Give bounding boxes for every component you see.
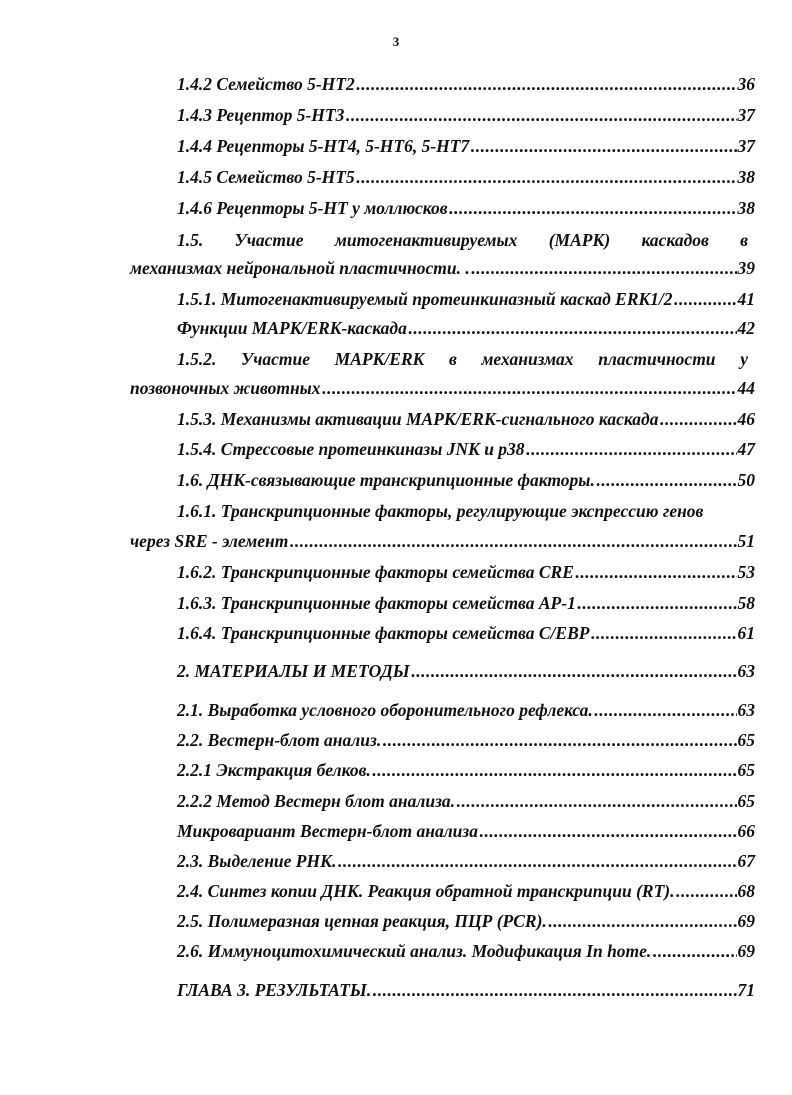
toc-leader [372, 980, 736, 1001]
toc-leader [408, 318, 737, 339]
toc-entry-title: механизмах нейрональной пластичности. . [130, 258, 470, 278]
toc-entry-title: 1.4.4 Рецепторы 5-НТ4, 5-НТ6, 5-НТ7 [177, 136, 470, 156]
toc-word: 1.5.2. [177, 349, 217, 369]
toc-entry-line1 [177, 230, 748, 251]
toc-page: 65 [737, 760, 755, 780]
toc-entry-title: 2.5. Полимеразная цепная реакция, ПЦР (PCR). [177, 911, 547, 931]
toc-leader [660, 409, 737, 430]
toc-entry-title: 1.4.3 Рецептор 5-НТ3 [177, 105, 345, 125]
toc-leader [411, 661, 737, 682]
toc-entry [177, 851, 755, 872]
toc-entry-title: 1.4.6 Рецепторы 5-НТ у моллюсков [177, 198, 448, 218]
toc-entry-title: 1.5.3. Механизмы активации МАРК/ERK-сигнального каскада [177, 409, 659, 429]
toc-entry [177, 700, 755, 721]
toc-leader [526, 439, 737, 460]
toc-word: каскадов [641, 230, 709, 250]
toc-page: 61 [737, 623, 755, 643]
toc-entry-title: 2.4. Синтез копии ДНК. Реакция обратной транскрипции (RT). [177, 881, 675, 901]
toc-leader [356, 167, 737, 188]
toc-entry-title: 1.4.5 Семейство 5-НТ5 [177, 167, 355, 187]
toc-entry-title: 1.4.2 Семейство 5-НТ2 [177, 74, 355, 94]
toc-leader [470, 136, 736, 157]
toc-word: МАРК/ERK [334, 349, 425, 369]
page-number: 3 [392, 34, 400, 49]
toc-page: 65 [737, 730, 755, 750]
toc-page: 50 [737, 470, 755, 490]
toc-leader [289, 531, 736, 552]
toc-leader [594, 700, 737, 721]
toc-leader [456, 791, 736, 812]
toc-page: 63 [737, 700, 755, 720]
toc-page: 67 [737, 851, 755, 871]
toc-entry-title: 2.1. Выработка условного оборонительного рефлекса. [177, 700, 593, 720]
toc-word: Участие [234, 230, 304, 250]
toc-page: 47 [737, 439, 755, 459]
toc-page: 38 [737, 198, 755, 218]
toc-entry [130, 378, 755, 399]
toc-leader [382, 730, 736, 751]
toc-word: механизмах [481, 349, 574, 369]
toc-leader [471, 258, 737, 279]
toc-entry-title: 1.6.2. Транскрипционные факторы семейства CRE [177, 562, 574, 582]
toc-entry-title: 2.3. Выделение РНК. [177, 851, 337, 871]
toc-entry [177, 74, 755, 95]
toc-entry-line1 [177, 501, 755, 522]
toc-leader [652, 941, 736, 962]
toc-entry-title: 1.6. ДНК-связывающие транскрипционные факторы. [177, 470, 595, 490]
toc-entry [177, 623, 755, 644]
toc-page: 38 [737, 167, 755, 187]
toc-leader [674, 289, 737, 310]
toc-word: 1.5. [177, 230, 204, 250]
toc-entry [177, 821, 755, 842]
toc-page: 39 [737, 258, 755, 278]
toc-entry-title: 2.2.1 Экстракция белков. [177, 760, 371, 780]
toc-entry-line1 [177, 349, 748, 370]
toc-page: 69 [737, 941, 755, 961]
toc-page: 69 [737, 911, 755, 931]
toc-leader [590, 623, 736, 644]
toc-entry [177, 791, 755, 812]
toc-leader [675, 881, 736, 902]
toc-entry-title: 1.6.4. Транскрипционные факторы семейства С/ЕВР [177, 623, 590, 643]
toc-page: 71 [737, 980, 755, 1000]
toc-leader [322, 378, 737, 399]
toc-entry-title: 2.2.2 Метод Вестерн блот анализа. [177, 791, 456, 811]
toc-page: 53 [737, 562, 755, 582]
toc-entry-title: через SRE - элемент [130, 531, 289, 551]
toc-entry [177, 562, 755, 583]
toc-entry-title: 1.6.1. Транскрипционные факторы, регулирующие экспрессию генов [177, 501, 704, 521]
toc-leader [548, 911, 737, 932]
toc-leader [596, 470, 737, 491]
toc-page: 37 [737, 105, 755, 125]
toc-entry-title: 2.2. Вестерн-блот анализ. [177, 730, 382, 750]
toc-entry [177, 318, 755, 339]
toc-entry [177, 760, 755, 781]
toc-entry-title: 1.5.1. Митогенактивируемый протеинкиназный каскад ERK1/2 [177, 289, 673, 309]
toc-entry [177, 439, 755, 460]
toc-entry [177, 661, 755, 682]
toc-entry [177, 980, 755, 1001]
toc-entry [177, 105, 755, 126]
toc-page: 68 [737, 881, 755, 901]
toc-entry [177, 881, 755, 902]
toc-entry [177, 911, 755, 932]
toc-leader [345, 105, 736, 126]
toc-word: митогенактивируемых [334, 230, 518, 250]
toc-entry [177, 289, 755, 310]
toc-entry [177, 167, 755, 188]
toc-page: 58 [737, 593, 755, 613]
toc-word: в [448, 349, 457, 369]
toc-entry-title: Микровариант Вестерн-блот анализа [177, 821, 478, 841]
toc-page: 36 [737, 74, 755, 94]
toc-entry [177, 409, 755, 430]
toc-page: 44 [737, 378, 755, 398]
toc-page: 42 [737, 318, 755, 338]
toc-word: у [740, 349, 748, 369]
toc-entry [177, 730, 755, 751]
toc-page: 37 [737, 136, 755, 156]
toc-page: 66 [737, 821, 755, 841]
toc-page: 65 [737, 791, 755, 811]
toc-word: (МАРК) [548, 230, 611, 250]
toc-entry-title: 1.6.3. Транскрипционные факторы семейства АР-1 [177, 593, 576, 613]
toc-entry [130, 531, 755, 552]
toc-leader [479, 821, 737, 842]
toc-entry-title: Функции МАРК/ERK-каскада [177, 318, 407, 338]
toc-word: пластичности [598, 349, 716, 369]
toc-leader [449, 198, 737, 219]
toc-entry [177, 470, 755, 491]
toc-leader [356, 74, 737, 95]
toc-entry-title: 2.6. Иммуноцитохимический анализ. Модификация In home. [177, 941, 652, 961]
toc-word: Участие [241, 349, 311, 369]
toc-entry [177, 593, 755, 614]
toc-page: 46 [737, 409, 755, 429]
toc-leader [577, 593, 737, 614]
toc-entry [130, 258, 755, 279]
toc-word: в [740, 230, 748, 250]
toc-entry-title: позвоночных животных [130, 378, 321, 398]
toc-entry [177, 136, 755, 157]
toc-leader [575, 562, 737, 583]
toc-page: 51 [737, 531, 755, 551]
toc-page: 41 [737, 289, 755, 309]
toc-entry [177, 198, 755, 219]
toc-entry [177, 941, 755, 962]
toc-entry-title: 2. МАТЕРИАЛЫ И МЕТОДЫ [177, 661, 410, 681]
toc-page: 63 [737, 661, 755, 681]
toc-leader [372, 760, 737, 781]
toc-entry-title: ГЛАВА 3. РЕЗУЛЬТАТЫ. [177, 980, 372, 1000]
toc-leader [337, 851, 736, 872]
toc-entry-title: 1.5.4. Стрессовые протеинкиназы JNK и р38 [177, 439, 525, 459]
